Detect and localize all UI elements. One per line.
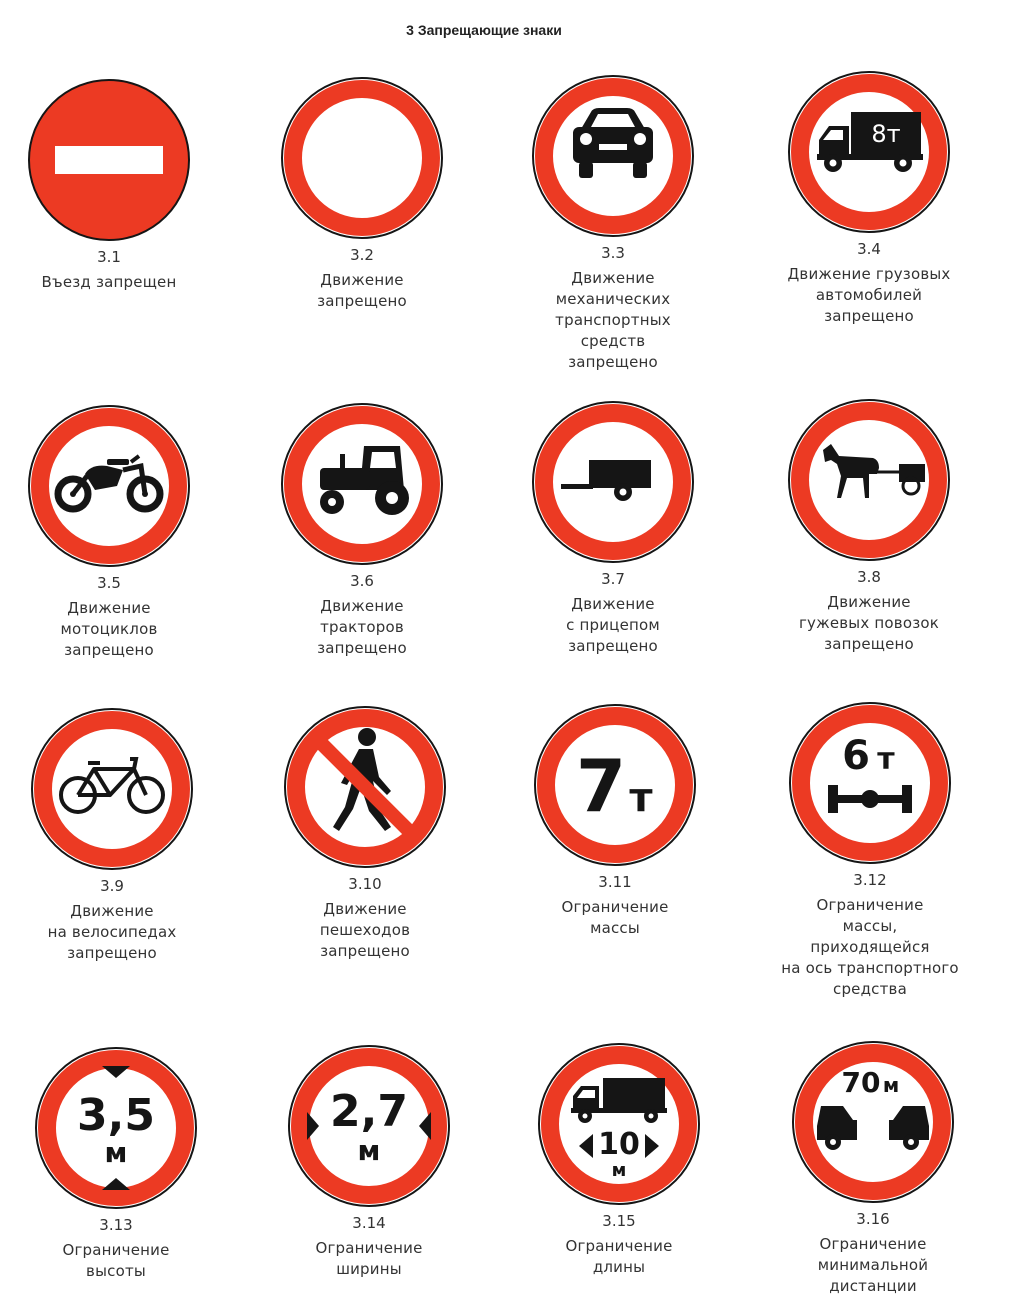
sign-number: 3.14 <box>352 1214 386 1232</box>
sign-3-9 <box>0 707 237 964</box>
sign-caption: Движение механических транспортных средств запрещено <box>555 269 671 371</box>
no-entry-icon <box>27 78 191 242</box>
sign-caption: Ограничение массы, приходящейся на ось транспортного средства <box>781 896 959 998</box>
sign-3-16 <box>748 1040 998 1297</box>
sign-number: 3.1 <box>97 248 121 266</box>
sign-caption: Движение на велосипедах запрещено <box>47 902 177 962</box>
sign-number: 3.9 <box>100 877 124 895</box>
page-title: 3 Запрещающие знаки <box>406 22 562 38</box>
car-icon <box>531 74 695 238</box>
sign-caption: Движение гужевых повозок запрещено <box>798 593 940 653</box>
sign-3-10 <box>240 705 490 962</box>
sign-3-8 <box>744 398 994 655</box>
truck-weight-text: 8т <box>871 120 901 148</box>
sign-caption: Движение тракторов запрещено <box>317 597 407 657</box>
sign-number: 3.2 <box>350 246 374 264</box>
sign-number: 3.12 <box>853 871 887 889</box>
sign-caption: Движение пешеходов запрещено <box>319 900 411 960</box>
sign-number: 3.5 <box>97 574 121 592</box>
sign-3-7 <box>488 400 738 657</box>
truck-icon <box>787 70 951 234</box>
width-unit: м <box>357 1134 381 1167</box>
sign-number: 3.11 <box>598 873 632 891</box>
axle-unit: т <box>877 742 895 777</box>
sign-3-14 <box>244 1044 494 1280</box>
sign-caption: Ограничение длины <box>565 1237 673 1276</box>
axle-value: 6 <box>842 733 870 779</box>
length-limit-icon <box>537 1042 701 1206</box>
sign-number: 3.16 <box>856 1210 890 1228</box>
mass-value: 7 <box>575 744 627 828</box>
sign-number: 3.4 <box>857 240 881 258</box>
length-unit: м <box>611 1160 627 1181</box>
width-limit-icon <box>287 1044 451 1208</box>
sign-number: 3.13 <box>99 1216 133 1234</box>
height-unit: м <box>104 1136 128 1169</box>
bicycle-icon <box>30 707 194 871</box>
motorcycle-icon <box>27 404 191 568</box>
sign-caption: Ограничение ширины <box>315 1239 423 1278</box>
distance-unit: м <box>882 1073 900 1097</box>
sign-3-3 <box>488 74 738 373</box>
sign-3-11 <box>490 703 740 939</box>
sign-3-4 <box>744 70 994 327</box>
sign-number: 3.3 <box>601 244 625 262</box>
sign-number: 3.8 <box>857 568 881 586</box>
length-value: 10 <box>598 1127 640 1162</box>
tractor-icon <box>280 402 444 566</box>
sign-3-13 <box>0 1046 241 1282</box>
mass-unit: т <box>629 775 653 821</box>
sign-3-1 <box>0 78 234 293</box>
sign-3-2 <box>237 76 487 312</box>
height-limit-icon <box>34 1046 198 1210</box>
sign-caption: Движение запрещено <box>317 271 407 310</box>
sign-3-6 <box>237 402 487 659</box>
height-value: 3,5 <box>77 1090 155 1141</box>
sign-caption: Ограничение минимальной дистанции <box>817 1235 929 1295</box>
width-value: 2,7 <box>330 1086 408 1137</box>
axle-load-icon <box>788 701 952 865</box>
sign-number: 3.6 <box>350 572 374 590</box>
sign-number: 3.10 <box>348 875 382 893</box>
sign-caption: Ограничение высоты <box>62 1241 170 1280</box>
mass-limit-icon <box>533 703 697 867</box>
sign-caption: Движение грузовых автомобилей запрещено <box>787 265 951 325</box>
sign-number: 3.15 <box>602 1212 636 1230</box>
trailer-icon <box>531 400 695 564</box>
sign-number: 3.7 <box>601 570 625 588</box>
sign-caption: Въезд запрещен <box>41 273 177 291</box>
sign-caption: Ограничение массы <box>561 898 669 937</box>
sign-caption: Движение мотоциклов запрещено <box>60 599 158 659</box>
sign-3-12 <box>745 701 995 1000</box>
pedestrian-icon <box>283 705 447 869</box>
sign-3-5 <box>0 404 234 661</box>
sign-caption: Движение с прицепом запрещено <box>566 595 660 655</box>
horse-cart-icon <box>787 398 951 562</box>
min-distance-icon <box>791 1040 955 1204</box>
no-vehicles-icon <box>280 76 444 240</box>
sign-3-15 <box>494 1042 744 1278</box>
distance-value: 70 <box>841 1066 881 1099</box>
